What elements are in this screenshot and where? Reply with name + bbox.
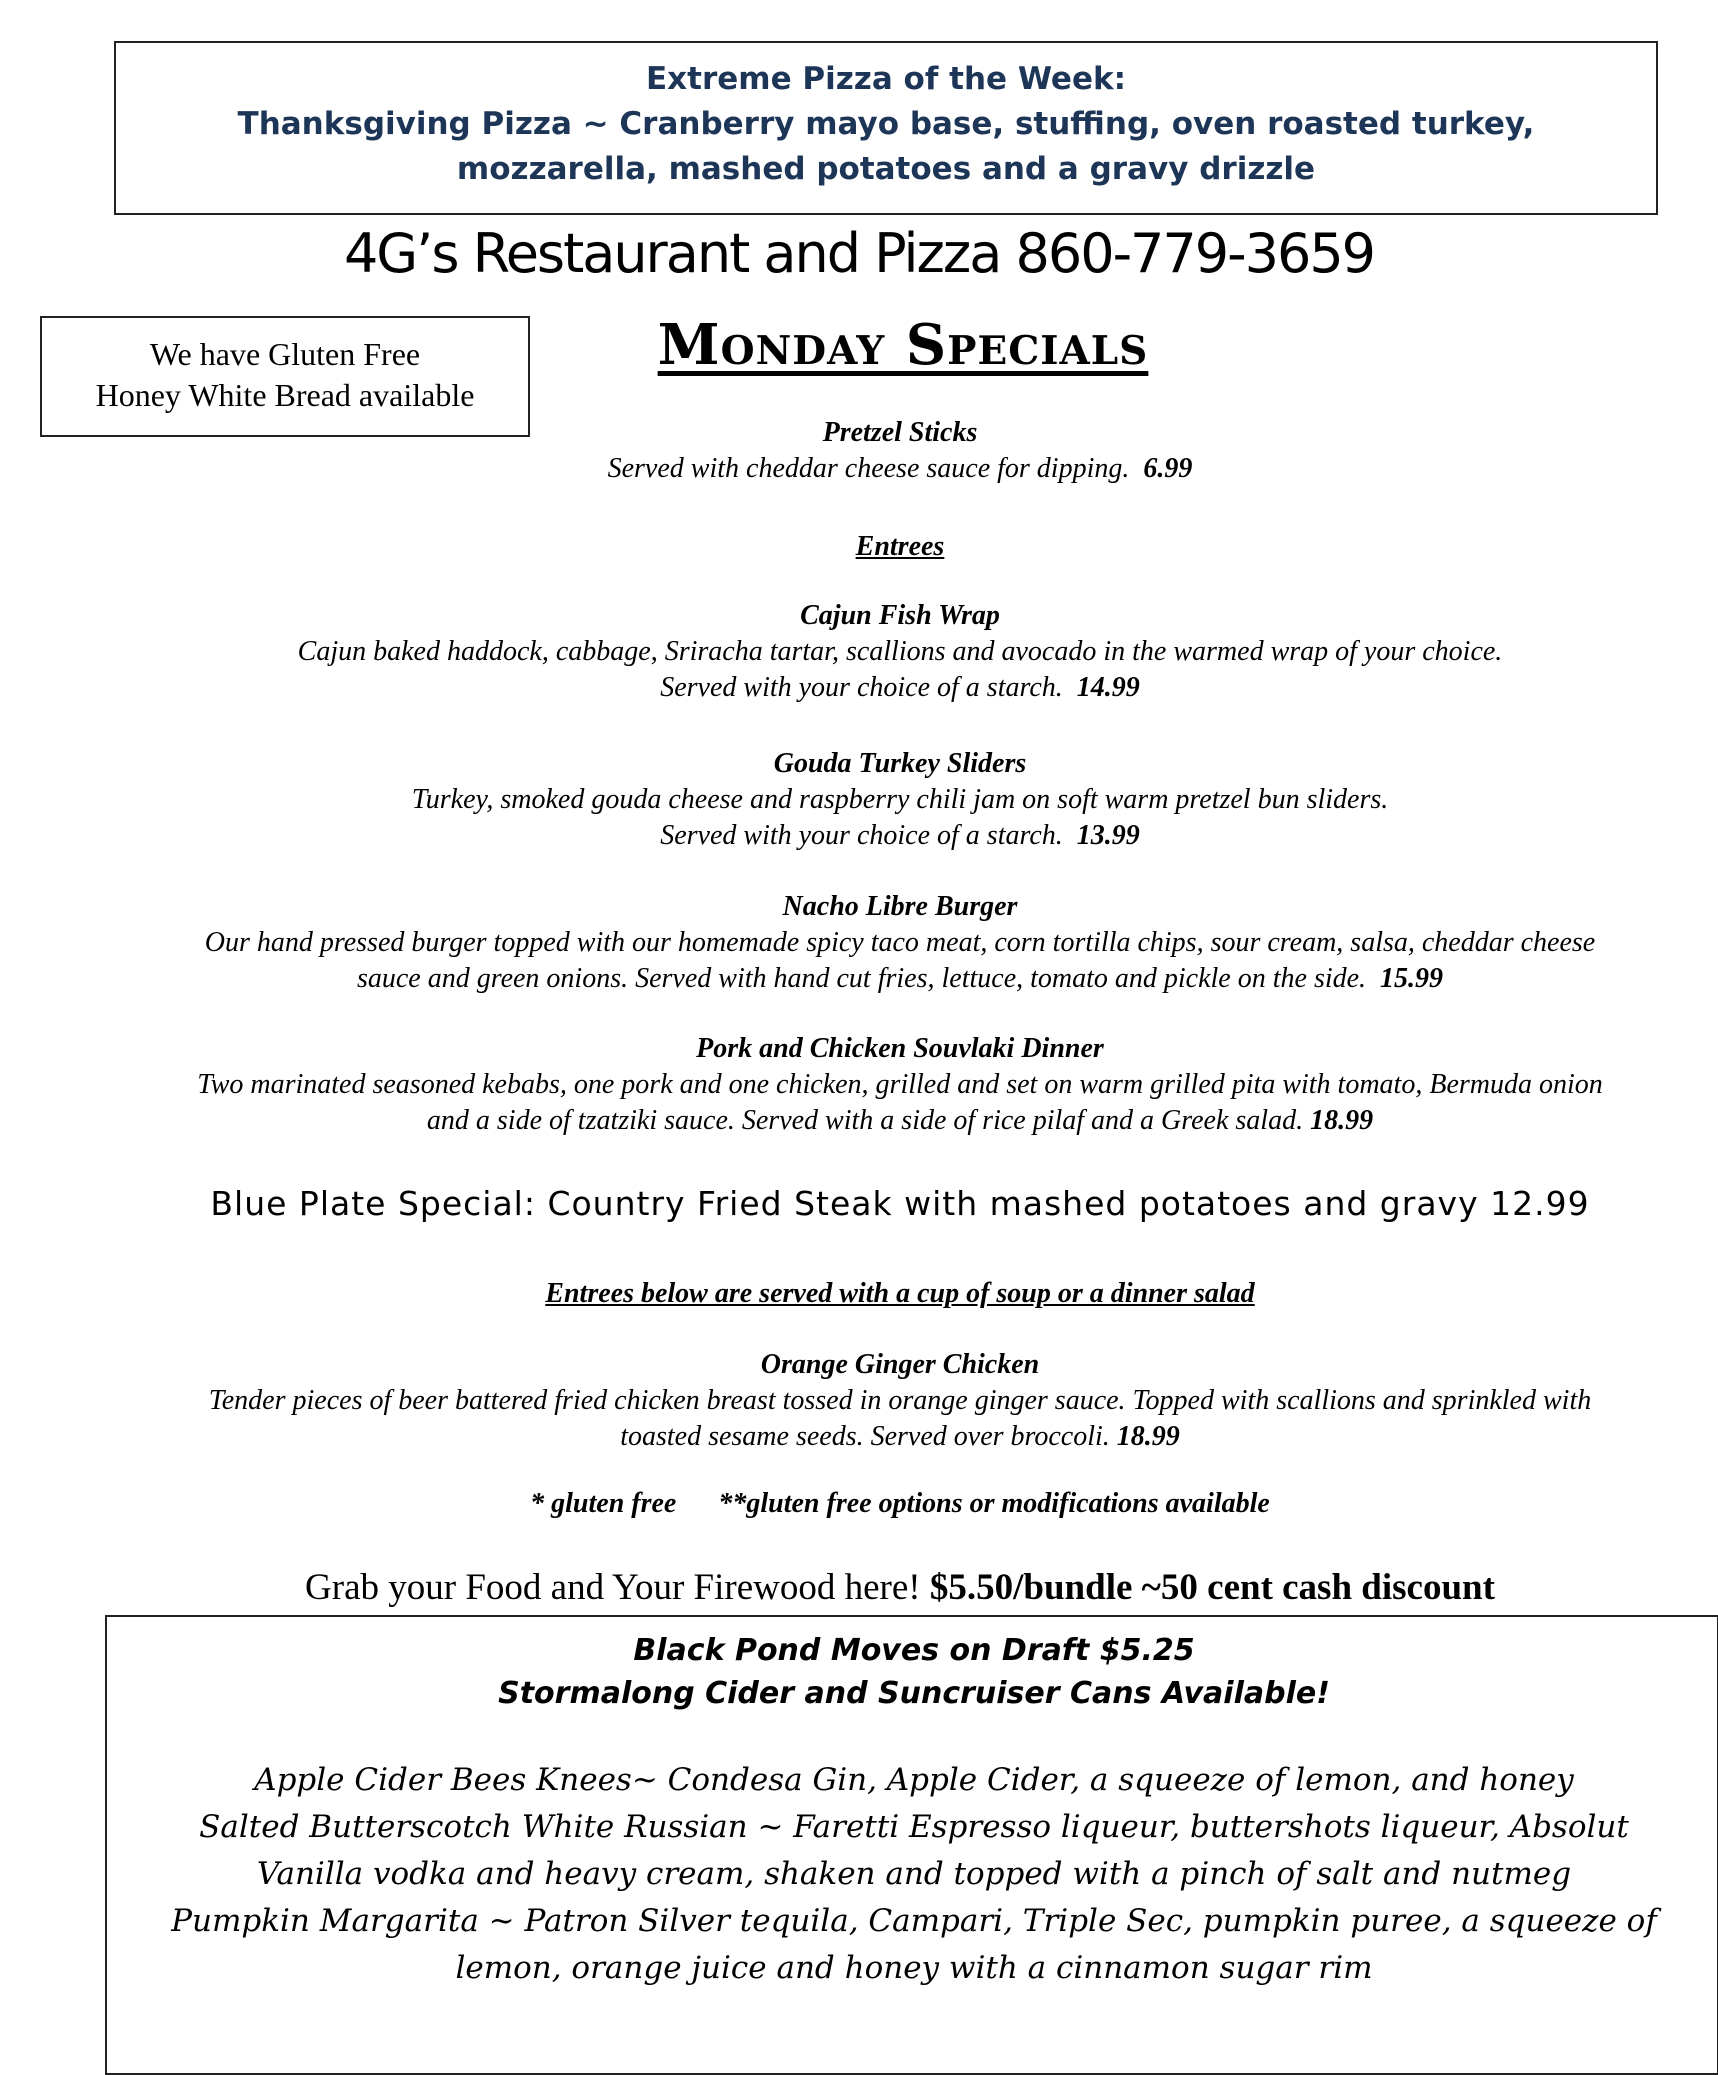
firewood-line [0, 1566, 1718, 1609]
pizza-of-week-heading: Extreme Pizza of the Week: [645, 61, 1126, 97]
entrees-heading: Entrees [855, 531, 945, 562]
blue-plate-special: Blue Plate Special: Country Fried Steak with mashed potatoes and gravy 12.99 [210, 1184, 1590, 1223]
cocktail-list [127, 1757, 1701, 1992]
drinks-box [105, 1615, 1718, 2075]
cocktail-line: Pumpkin Margarita ~ Patron Silver tequila, Campari, Triple Sec, pumpkin puree, a squeeze of [171, 1903, 1657, 1939]
appetizer-price: 6.99 [1143, 453, 1193, 484]
entree-desc-line2 [110, 670, 1690, 706]
entree-desc-text: and a side of tzatziki sauce. Served with a side of rice pilaf and a Greek salad. [426, 1105, 1304, 1136]
draft-specials [107, 1629, 1718, 1715]
entree-name: Cajun Fish Wrap [800, 600, 1000, 631]
appetizer-item [110, 415, 1690, 487]
cocktail-line: Vanilla vodka and heavy cream, shaken and topped with a pinch of salt and nutmeg [256, 1856, 1572, 1892]
gluten-free-options-legend: **gluten free options or modifications available [718, 1488, 1270, 1519]
firewood-price: $5.50/bundle ~50 cent cash discount [929, 1567, 1495, 1608]
entree-desc-line1: Cajun baked haddock, cabbage, Sriracha tartar, scallions and avocado in the warmed wrap of your choice. [297, 636, 1503, 667]
entree-name: Gouda Turkey Sliders [773, 748, 1027, 779]
entree-price: 18.99 [1310, 1105, 1374, 1136]
soup-salad-heading-wrap [110, 1276, 1690, 1312]
entree-desc-line2 [110, 1103, 1690, 1139]
cocktail-line: lemon, orange juice and honey with a cinnamon sugar rim [455, 1950, 1373, 1986]
pizza-of-week-line1: Thanksgiving Pizza ~ Cranberry mayo base, stuffing, oven roasted turkey, [237, 106, 1535, 142]
entree-name: Orange Ginger Chicken [760, 1349, 1040, 1380]
entree-desc-line1: Turkey, smoked gouda cheese and raspberry chili jam on soft warm pretzel bun sliders. [411, 784, 1389, 815]
entree-name: Nacho Libre Burger [782, 891, 1018, 922]
firewood-text: Grab your Food and Your Firewood here! [305, 1567, 930, 1608]
gluten-free-legend: * gluten free [530, 1488, 677, 1519]
entree-item [110, 598, 1690, 706]
entree-desc-text: Served with your choice of a starch. [660, 820, 1063, 851]
entree-item [110, 1347, 1690, 1455]
entree-desc-line1: Two marinated seasoned kebabs, one pork and one chicken, grilled and set on warm grilled pita with tomato, Bermuda onion [197, 1069, 1603, 1100]
entree-desc-text: Served with your choice of a starch. [660, 672, 1063, 703]
pizza-of-week-line2: mozzarella, mashed potatoes and a gravy drizzle [456, 151, 1316, 187]
page-title: Monday Specials [657, 312, 1149, 378]
entree-desc-text: toasted sesame seeds. Served over broccoli. [620, 1421, 1110, 1452]
entree-item [110, 889, 1690, 997]
cocktail-line: Apple Cider Bees Knees~ Condesa Gin, Apple Cider, a squeeze of lemon, and honey [254, 1762, 1574, 1798]
soup-salad-heading: Entrees below are served with a cup of soup or a dinner salad [545, 1278, 1255, 1309]
gluten-free-note-line2: Honey White Bread available [95, 377, 475, 413]
appetizer-desc [110, 451, 1690, 487]
appetizer-name: Pretzel Sticks [822, 417, 978, 448]
entree-price: 14.99 [1076, 672, 1140, 703]
entree-price: 18.99 [1116, 1421, 1180, 1452]
cocktail-line: Salted Butterscotch White Russian ~ Faretti Espresso liqueur, buttershots liqueur, Absolut [199, 1809, 1629, 1845]
entree-desc-line2 [110, 961, 1690, 997]
entree-desc-line2 [110, 818, 1690, 854]
entree-item [110, 1031, 1690, 1139]
gluten-free-note-line1: We have Gluten Free [149, 336, 421, 372]
entree-price: 15.99 [1380, 963, 1444, 994]
entree-desc-line1: Tender pieces of beer battered fried chicken breast tossed in orange ginger sauce. Topped with scallions and sprinkled with [208, 1385, 1592, 1416]
entree-desc-text: sauce and green onions. Served with hand cut fries, lettuce, tomato and pickle on the side. [356, 963, 1367, 994]
appetizer-desc-text: Served with cheddar cheese sauce for dipping. [607, 453, 1130, 484]
entrees-heading-wrap [110, 529, 1690, 565]
entree-item [110, 746, 1690, 854]
entree-name: Pork and Chicken Souvlaki Dinner [696, 1033, 1104, 1064]
entree-price: 13.99 [1076, 820, 1140, 851]
entree-desc-line1: Our hand pressed burger topped with our homemade spicy taco meat, corn tortilla chips, sour cream, salsa, cheddar cheese [204, 927, 1596, 958]
pizza-of-week-box [114, 41, 1658, 215]
draft-line1: Black Pond Moves on Draft $5.25 [633, 1633, 1195, 1668]
gluten-legend [110, 1488, 1690, 1520]
entree-desc-line2 [110, 1419, 1690, 1455]
draft-line2: Stormalong Cider and Suncruiser Cans Available! [498, 1676, 1330, 1711]
restaurant-header: 4G’s Restaurant and Pizza 860-779-3659 [343, 222, 1375, 285]
